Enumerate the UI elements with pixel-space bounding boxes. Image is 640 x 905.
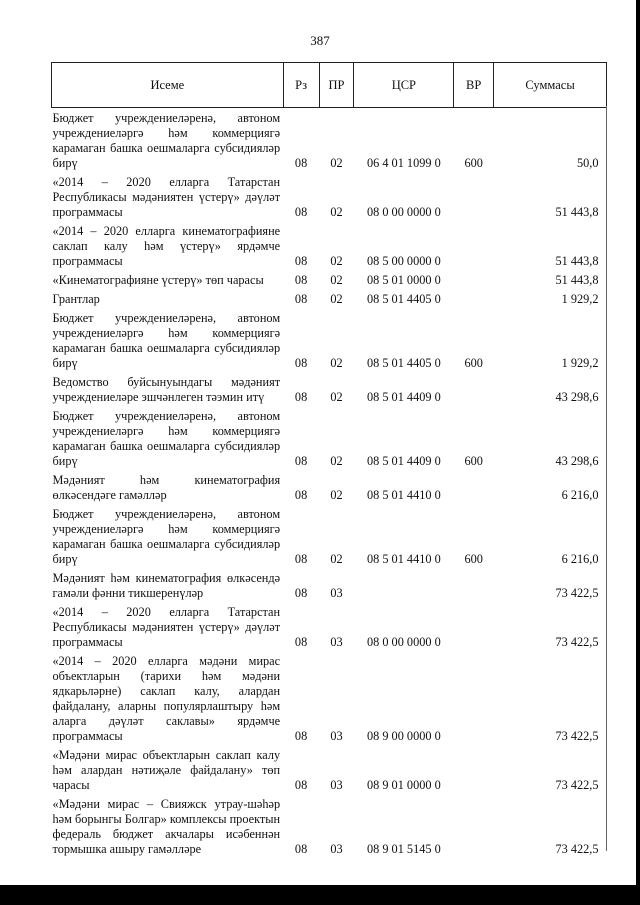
cell-rz: 08 — [294, 356, 308, 370]
cell-csr: 08 5 01 4409 0 — [366, 390, 441, 404]
cell-vr — [454, 794, 494, 858]
table-row — [52, 108, 607, 173]
table-right-border — [606, 106, 607, 851]
cell-sum: 43 298,6 — [555, 390, 599, 404]
cell-csr: 08 5 01 4405 0 — [366, 292, 441, 306]
cell-name: «Кинематографияне үстерү» төп чарасы — [52, 273, 264, 287]
table-row — [52, 504, 607, 568]
cell-vr — [454, 651, 494, 745]
page-number: 387 — [310, 33, 330, 48]
cell-csr: 08 0 00 0000 0 — [366, 635, 441, 649]
cell-name: Мәдәният һәм кинематография өлкәсендәге гамәлләр — [52, 473, 281, 502]
scan-edge-bottom — [0, 885, 640, 905]
cell-sum: 6 216,0 — [561, 488, 599, 502]
cell-vr — [454, 289, 494, 308]
header-vr: ВР — [454, 63, 494, 108]
cell-sum: 73 422,5 — [555, 778, 599, 792]
cell-vr: 600 — [464, 552, 483, 566]
cell-rz: 08 — [294, 842, 308, 856]
table-row — [52, 602, 607, 651]
table-row — [52, 308, 607, 372]
cell-vr — [454, 602, 494, 651]
cell-vr — [454, 372, 494, 406]
header-pr: ПР — [319, 63, 354, 108]
cell-rz: 08 — [294, 205, 308, 219]
cell-csr: 08 5 01 4405 0 — [366, 356, 441, 370]
cell-sum: 51 443,8 — [555, 254, 599, 268]
cell-vr — [454, 568, 494, 602]
cell-csr: 08 5 00 0000 0 — [366, 254, 441, 268]
cell-name: «2014 – 2020 елларга Татарстан Республикасы мәдәниятен үстерү» дәүләт программасы — [52, 175, 281, 219]
cell-csr: 06 4 01 1099 0 — [366, 156, 441, 170]
cell-pr: 02 — [330, 273, 343, 287]
cell-vr: 600 — [464, 156, 483, 170]
table-row — [52, 470, 607, 504]
cell-pr: 02 — [330, 254, 343, 268]
table-row — [52, 372, 607, 406]
cell-csr: 08 9 01 5145 0 — [366, 842, 441, 856]
cell-csr: 08 0 00 0000 0 — [366, 205, 441, 219]
cell-sum: 73 422,5 — [555, 586, 599, 600]
cell-pr: 02 — [330, 205, 343, 219]
cell-vr: 600 — [464, 356, 483, 370]
cell-sum: 73 422,5 — [555, 729, 599, 743]
header-sum: Суммасы — [494, 63, 607, 108]
cell-pr: 02 — [330, 356, 343, 370]
cell-vr — [454, 221, 494, 270]
cell-csr: 08 5 01 0000 0 — [366, 273, 441, 287]
table-row — [52, 745, 607, 794]
cell-rz: 08 — [294, 635, 308, 649]
cell-pr: 02 — [330, 454, 343, 468]
cell-rz: 08 — [294, 778, 308, 792]
cell-sum: 6 216,0 — [561, 552, 599, 566]
cell-pr: 02 — [330, 292, 343, 306]
cell-csr: 08 5 01 4409 0 — [366, 454, 441, 468]
cell-vr — [454, 172, 494, 221]
cell-pr: 02 — [330, 390, 343, 404]
cell-sum: 50,0 — [576, 156, 599, 170]
table-row — [52, 289, 607, 308]
cell-pr: 03 — [330, 729, 343, 743]
table-header — [52, 63, 607, 108]
table-row — [52, 568, 607, 602]
cell-pr: 03 — [330, 778, 343, 792]
cell-sum: 43 298,6 — [555, 454, 599, 468]
cell-name: Бюджет учреждениеләренә, автоном учреждениеләргә һәм коммерциягә карамаган башка оешмаларга субсидияләр бирү — [52, 311, 281, 370]
cell-name: «2014 – 2020 елларга Татарстан Республикасы мәдәниятен үстерү» дәүләт программасы — [52, 605, 281, 649]
cell-rz: 08 — [294, 454, 308, 468]
cell-rz: 08 — [294, 586, 308, 600]
cell-rz: 08 — [294, 488, 308, 502]
cell-name: Мәдәният һәм кинематография өлкәсендә гамәли фәнни тикшеренүләр — [52, 571, 281, 600]
cell-sum: 51 443,8 — [555, 273, 599, 287]
header-name: Исеме — [52, 63, 284, 108]
table-row — [52, 270, 607, 289]
cell-name: Ведомство буйсынуындагы мәдәният учреждениеләре эшчәнлеген тәэмин итү — [52, 375, 281, 404]
cell-rz: 08 — [294, 156, 308, 170]
cell-pr: 02 — [330, 552, 343, 566]
cell-sum: 73 422,5 — [555, 635, 599, 649]
cell-sum: 1 929,2 — [561, 356, 599, 370]
scan-edge-right — [636, 0, 640, 905]
cell-name: «Мәдәни мирас объектларын саклап калу һәм алардан нәтиҗәле файдалану» төп чарасы — [52, 748, 281, 792]
cell-rz: 08 — [294, 292, 308, 306]
cell-sum: 1 929,2 — [561, 292, 599, 306]
cell-csr: 08 9 01 0000 0 — [366, 778, 441, 792]
cell-name: «2014 – 2020 елларга мәдәни мирас объектларын (тарихи һәм мәдәни ядкарьләрне) саклап калу, алардан файдалану, аларны популярлаштыру һәм аларга дәүләт саклавы» ярдәмче программасы — [52, 654, 281, 743]
cell-name: Грантлар — [52, 292, 100, 306]
cell-pr: 03 — [330, 635, 343, 649]
table-row — [52, 406, 607, 470]
cell-sum: 73 422,5 — [555, 842, 599, 856]
cell-vr — [454, 745, 494, 794]
table-row — [52, 172, 607, 221]
cell-pr: 03 — [330, 586, 343, 600]
cell-pr: 02 — [330, 488, 343, 502]
cell-rz: 08 — [294, 729, 308, 743]
cell-vr: 600 — [464, 454, 483, 468]
cell-rz: 08 — [294, 390, 308, 404]
cell-name: Бюджет учреждениеләренә, автоном учреждениеләргә һәм коммерциягә карамаган башка оешмаларга субсидияләр бирү — [52, 507, 281, 566]
cell-rz: 08 — [294, 254, 308, 268]
table-row — [52, 651, 607, 745]
budget-table — [51, 62, 607, 858]
cell-csr: 08 5 01 4410 0 — [366, 488, 441, 502]
cell-csr: 08 5 01 4410 0 — [366, 552, 441, 566]
cell-csr: 08 9 00 0000 0 — [366, 729, 441, 743]
cell-vr — [454, 470, 494, 504]
cell-pr: 03 — [330, 842, 343, 856]
cell-rz: 08 — [294, 552, 308, 566]
cell-name: «Мәдәни мирас – Свияжск утрау-шәһәр һәм борынгы Болгар» комплексы проектын федераль бюджет акчалары исәбеннән тормышка ашыру гамәлләре — [52, 797, 281, 856]
cell-name: «2014 – 2020 елларга кинематографияне саклап калу һәм үстерү» ярдәмче программасы — [52, 224, 281, 268]
header-rz: Рз — [283, 63, 319, 108]
table-row — [52, 794, 607, 858]
table-row — [52, 221, 607, 270]
cell-pr: 02 — [330, 156, 343, 170]
cell-name: Бюджет учреждениеләренә, автоном учреждениеләргә һәм коммерциягә карамаган башка оешмаларга субсидияләр бирү — [52, 409, 281, 468]
cell-vr — [454, 270, 494, 289]
header-csr: ЦСР — [354, 63, 454, 108]
cell-name: Бюджет учреждениеләренә, автоном учреждениеләргә һәм коммерциягә карамаган башка оешмаларга субсидияләр бирү — [52, 111, 281, 170]
cell-sum: 51 443,8 — [555, 205, 599, 219]
cell-rz: 08 — [294, 273, 308, 287]
table-body — [52, 108, 607, 859]
cell-csr — [354, 568, 454, 602]
